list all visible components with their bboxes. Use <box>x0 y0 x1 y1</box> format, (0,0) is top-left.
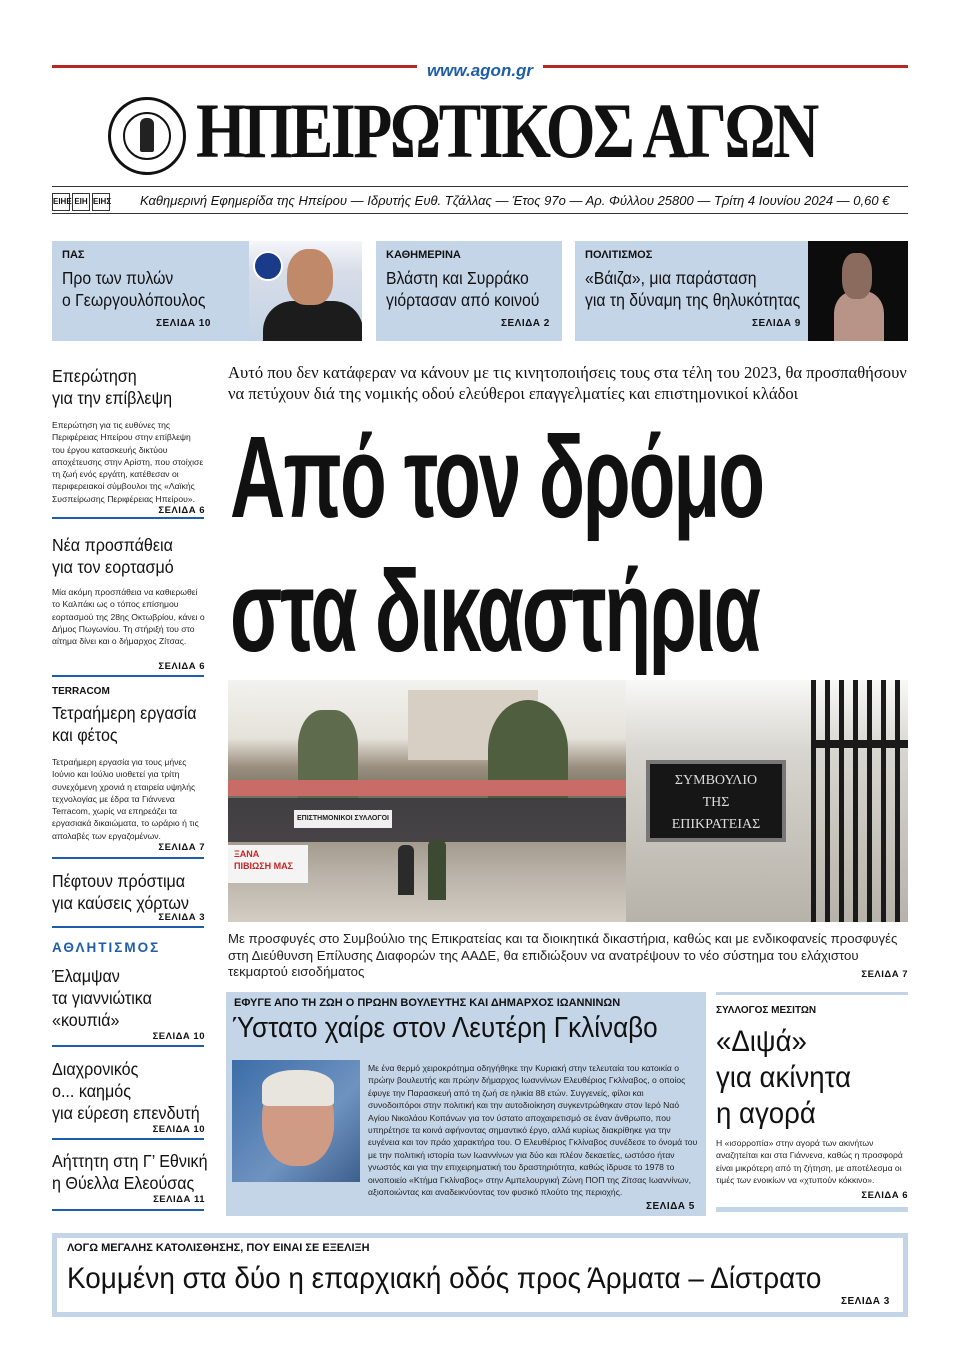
obit-kicker: ΕΦΥΓΕ ΑΠΟ ΤΗ ΖΩΗ Ο ΠΡΩΗΝ ΒΟΥΛΕΥΤΗΣ ΚΑΙ ΔΗΜΑΡΧΟΣ ΙΩΑΝΝΙΝΩΝ <box>234 997 621 1009</box>
page-ref: ΣΕΛΙΔΑ 7 <box>861 969 908 980</box>
portrait-photo <box>232 1060 360 1182</box>
mesites-body: Η «ισορροπία» στην αγορά των ακινήτων αναζητείται και στα Γιάννενα, καθώς η προσφορά είναι μικρότερη από τη ζήτηση, με αποτέλεσμα οι τιμές των ενοικίων να «χτυπούν κόκκινο». <box>716 1138 903 1185</box>
page-ref: ΣΕΛΙΔΑ 6 <box>158 505 205 516</box>
left-body-3: Τετραήμερη εργασία για τους μήνες Ιούνιο και Ιούλιο υιοθετεί για τρίτη συνεχόμενη χρονιά η εταιρεία υψηλής τεχνολογίας με έδρα τα Γιάννενα Terracom, χωρίς να επηρεάζει τα εργασιακά δικαιώματα, το ωράριο ή τις απολαβές των εργαζομένων. <box>52 757 199 841</box>
divider <box>52 675 204 677</box>
page-ref: ΣΕΛΙΔΑ 10 <box>152 1124 205 1135</box>
page-ref: ΣΕΛΙΔΑ 10 <box>156 318 211 329</box>
page-ref: ΣΕΛΙΔΑ 3 <box>841 1296 890 1307</box>
left-title-5[interactable]: Έλαμψαν τα γιαννιώτικα «κουπιά» <box>52 966 152 1030</box>
divider <box>52 926 204 928</box>
teaser-kicker: ΠΟΛΙΤΙΣΜΟΣ <box>585 249 653 261</box>
club-crest-icon <box>253 251 283 281</box>
divider <box>52 1209 204 1211</box>
teaser-kicker: ΚΑΘΗΜΕΡΙΝΑ <box>386 249 461 261</box>
lead-subhead: Αυτό που δεν κατάφεραν να κάνουν με τις κινητοποιήσεις τους στα τέλη του 2023, θα προσπαθήσουν να πετύχουν διά της νομικής οδού ελεύθεροι επαγγελματίες και επιστημονικοί κλάδοι <box>228 363 907 403</box>
association-logo-icon: ΕΙΗΣ <box>92 193 110 211</box>
masthead: ΗΠΕΙΡΩΤΙΚΟΣ ΑΓΩΝ <box>196 87 817 174</box>
divider <box>52 186 908 187</box>
bottom-kicker: ΛΟΓΩ ΜΕΓΑΛΗΣ ΚΑΤΟΛΙΣΘΗΣΗΣ, ΠΟΥ ΕΙΝΑΙ ΣΕ ΕΞΕΛΙΞΗ <box>67 1242 370 1254</box>
obit-body: Με ένα θερμό χειροκρότημα οδηγήθηκε την Κυριακή στην τελευταία του κατοικία ο πρώην βουλευτής και πρώην δήμαρχος Ιωαννίνων Ελευθέριος Γκλίναβος, ο οποίος έφυγε την Παρασκευή από τη ζωή σε ηλικία 88 ετών. Συγγενείς, φίλοι και συνοδοιπόροι στην πολιτική και την αυτοδιοίκηση συγκεντρώθηκαν στον Ιερό Ναό Αγίου Νικολάου Κοπάνων για τον ύστατο αποχαιρετισμό σε έναν άνθρωπο, που υπηρέτησε τα κοινά αφήνοντας σημαντικό έργο, αλλά κυρίως διακρίθηκε για την ευγένεια και τον πράο χαρακτήρα του. Ο Ελευθέριος Γκλίναβος συνέδεσε το όνομά του με την πολιτική ιστορία των Ιωαννίνων για δύο και πλέον δεκαετίες, ωστόσο ήταν γνωστός και για την επιχειρηματική του δραστηριότητα, καθώς ίδρυσε το 1978 το οινοποιείο «Κτήμα Γκλίναβος» στην Αμπελουργική Ζώνη ΠΟΠ της Ζίτσας Ιωαννίνων, αξιοποιώντας και αναδεικνύοντας τον φυσικό πλούτο της περιοχής. <box>368 1063 698 1198</box>
page-ref: ΣΕΛΙΔΑ 3 <box>158 912 205 923</box>
association-logo-icon: ΕΙΗ <box>72 193 90 211</box>
page-ref: ΣΕΛΙΔΑ 9 <box>752 318 801 329</box>
tagline: Καθημερινή Εφημερίδα της Ηπείρου — Ιδρυτής Ευθ. Τζάλλας — Έτος 97ο — Αρ. Φύλλου 25800 — Τρίτη 4 Ιουνίου 2024 — 0,60 € <box>140 193 890 208</box>
left-title-2[interactable]: Νέα προσπάθεια για τον εορτασμό <box>52 535 174 577</box>
page-ref: ΣΕΛΙΔΑ 6 <box>861 1190 908 1201</box>
mesites-title[interactable]: «Διψά» για ακίνητα η αγορά <box>716 1025 852 1130</box>
coach-photo <box>249 241 362 341</box>
teaser-kathimerina[interactable] <box>376 241 562 341</box>
divider <box>716 1207 908 1212</box>
newspaper-seal-logo <box>108 97 186 175</box>
protest-photo <box>228 680 626 922</box>
dancer-photo <box>808 241 908 341</box>
left-body-1: Επερώτηση για τις ευθύνες της Περιφέρειας Ηπείρου στην επίβλεψη του έργου κατασκευής δικτύου αποχέτευσης στην Αρίστη, που στοίχισε τη ζωή ενός εργάτη, κατέθεσαν οι περιφερειακοί σύμβουλοι της «Λαϊκής Συσπείρωσης Περιφέρειας Ηπείρου». <box>52 420 204 504</box>
teaser-kicker: ΠΑΣ <box>62 249 85 261</box>
lead-headline[interactable]: Από τον δρόμο στα δικαστήρια <box>230 412 764 676</box>
divider <box>52 1138 204 1140</box>
section-label-sports: ΑΘΛΗΤΙΣΜΟΣ <box>52 940 161 955</box>
left-title-7[interactable]: Αήττητη στη Γ’ Εθνική η Θύελλα Ελεούσας <box>52 1151 208 1193</box>
protest-banner: ΕΠΙΣΤΗΜΟΝΙΚΟΙ ΣΥΛΛΟΓΟΙ <box>294 810 392 828</box>
obit-title: Ύστατο χαίρε στον Λευτέρη Γκλίναβο <box>232 1012 658 1044</box>
teaser-title: Βλάστη και Συρράκο γιόρτασαν από κοινού <box>386 268 540 310</box>
page-ref: ΣΕΛΙΔΑ 11 <box>153 1194 205 1205</box>
left-title-4[interactable]: Πέφτουν πρόστιμα για καύσεις χόρτων <box>52 871 189 913</box>
page-ref: ΣΕΛΙΔΑ 7 <box>158 842 205 853</box>
council-of-state-photo <box>626 680 908 922</box>
lead-caption: Με προσφυγές στο Συμβούλιο της Επικρατείας και τα διοικητικά δικαστήρια, καθώς και με ενδικοφανείς προσφυγές στη Διεύθυνση Επίλυσης Διαφορών της ΑΑΔΕ, θα επιδιώξουν να ανατρέψουν το νέο σύστημα του ελάχιστου τεκμαρτού εισοδήματος <box>228 931 898 979</box>
left-title-6[interactable]: Διαχρονικός ο... καημός για εύρεση επενδυτή <box>52 1059 200 1123</box>
page-ref: ΣΕΛΙΔΑ 2 <box>501 318 550 329</box>
teaser-title: Προ των πυλών ο Γεωργουλόπουλος <box>62 268 206 310</box>
bottom-story-box[interactable] <box>52 1233 908 1317</box>
bottom-title: Κομμένη στα δύο η επαρχιακή οδός προς Άρματα – Δίστρατο <box>67 1262 822 1295</box>
page-ref: ΣΕΛΙΔΑ 6 <box>158 661 205 672</box>
association-logos <box>52 191 112 211</box>
obituary-box[interactable] <box>226 992 706 1216</box>
divider <box>52 857 204 859</box>
divider <box>52 1045 204 1047</box>
protest-banner: ΞΑΝΑ ΠΙΒΙΩΣΗ ΜΑΣ <box>228 845 308 883</box>
council-plaque: ΣΥΜΒΟΥΛΙΟ ΤΗΣ ΕΠΙΚΡΑΤΕΙΑΣ <box>646 760 786 842</box>
mesites-kicker: ΣΥΛΛΟΓΟΣ ΜΕΣΙΤΩΝ <box>716 1005 817 1016</box>
left-body-2: Μία ακόμη προσπάθεια να καθιερωθεί το Καλπάκι ως ο τόπος επίσημου εορτασμού της 28ης Οκτωβρίου, κάνει ο Δήμος Πωγωνίου. Τη στήριξή του στο αίτημα δίνει και ο δήμαρχος Ζίτσας. <box>52 587 205 647</box>
teaser-title: «Βάιζα», μια παράσταση για τη δύναμη της θηλυκότητας <box>585 268 801 310</box>
left-title-1[interactable]: Επερώτηση για την επίβλεψη <box>52 366 173 408</box>
left-kicker-3: TERRACOM <box>52 686 110 697</box>
page-ref: ΣΕΛΙΔΑ 5 <box>646 1201 695 1212</box>
left-title-3[interactable]: Τετραήμερη εργασία και φέτος <box>52 703 197 745</box>
page-ref: ΣΕΛΙΔΑ 10 <box>152 1031 205 1042</box>
association-logo-icon: ΕΙΗΕ <box>52 193 70 211</box>
divider <box>52 517 204 519</box>
website-url[interactable]: www.agon.gr <box>0 61 960 81</box>
divider <box>716 992 908 995</box>
divider <box>52 213 908 214</box>
